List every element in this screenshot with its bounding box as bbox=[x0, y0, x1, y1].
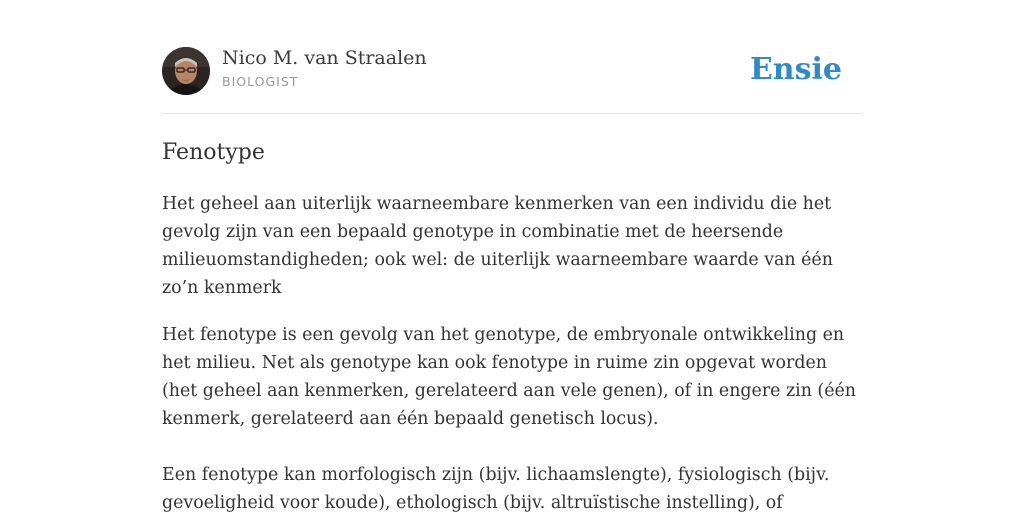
avatar-photo-icon bbox=[162, 47, 210, 95]
ensie-logo-link[interactable]: Ensie bbox=[749, 52, 842, 87]
entry-paragraph: Het fenotype is een gevolg van het genotype, de embryonale ontwikkeling en het milieu. Net als genotype kan ook fenotype in ruime zin opgevat worden (het geheel aan kenmerken, gerelateerd aan vele genen), of in engere zin (één kenmerk, gerelateerd aan één bepaald genetisch locus). bbox=[162, 325, 856, 429]
header-divider bbox=[162, 113, 862, 114]
author-name[interactable]: Nico M. van Straalen bbox=[222, 47, 427, 69]
entry-title: Fenotype bbox=[162, 140, 265, 165]
author-role: BIOLOGIST bbox=[222, 74, 299, 89]
author-avatar[interactable] bbox=[162, 47, 210, 95]
entry-definition: Het geheel aan uiterlijk waarneembare kenmerken van een individu die het gevolg zijn van een bepaald genotype in combinatie met de heersende milieuomstandigheden; ook wel: de uiterlijk waarneembare waarde van één zo’n kenmerk bbox=[162, 194, 833, 298]
entry-paragraph: Een fenotype kan morfologisch zijn (bijv. lichaamslengte), fysiologisch (bijv. gevoeligheid voor koude), ethologisch (bijv. altruïstische instelling), of bbox=[162, 465, 830, 512]
author-header bbox=[162, 46, 862, 96]
entry-content bbox=[162, 190, 867, 512]
